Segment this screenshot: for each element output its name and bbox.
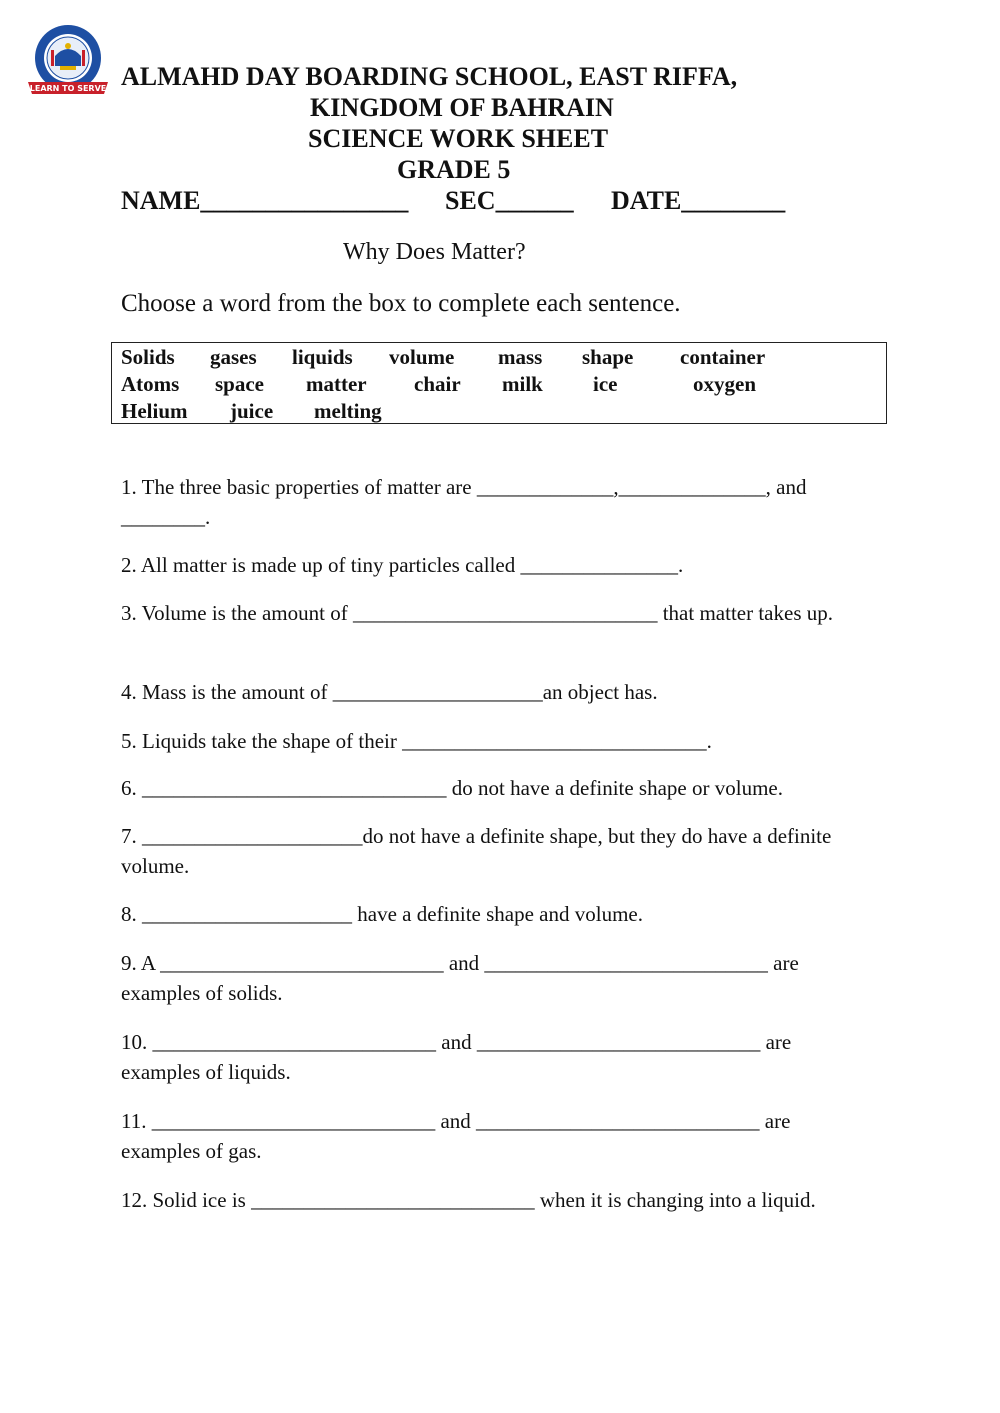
question-6[interactable]: 6. _____________________________ do not have a definite shape or volume. (121, 776, 783, 800)
question-12[interactable]: 12. Solid ice is ___________________________ when it is changing into a liquid. (121, 1188, 816, 1212)
word-bank-word: space (215, 372, 264, 396)
instruction-text: Choose a word from the box to complete each sentence. (121, 290, 681, 317)
school-crest-logo (22, 22, 116, 98)
word-bank-word: juice (230, 399, 274, 423)
school-name: ALMAHD DAY BOARDING SCHOOL, EAST RIFFA, (121, 62, 738, 91)
word-bank-word: Helium (121, 399, 188, 423)
word-bank-word: matter (306, 372, 367, 396)
question-5[interactable]: 5. Liquids take the shape of their _____________________________. (121, 729, 712, 753)
date-field[interactable]: DATE________ (611, 186, 786, 215)
section-field[interactable]: SEC______ (445, 186, 574, 215)
word-bank-word: gases (210, 345, 257, 369)
word-bank-word: Atoms (121, 372, 180, 396)
question-8[interactable]: 8. ____________________ have a definite shape and volume. (121, 902, 643, 926)
question-2[interactable]: 2. All matter is made up of tiny particles called _______________. (121, 553, 684, 577)
word-bank-word: container (680, 345, 766, 369)
word-bank-word: chair (414, 372, 461, 396)
logo-motto: LEARN TO SERVE (29, 84, 107, 93)
grade-label: GRADE 5 (397, 155, 511, 184)
question-1[interactable]: 1. The three basic properties of matter are _____________,______________, and ________. (121, 475, 812, 529)
worksheet-subtitle: Why Does Matter? (343, 239, 526, 265)
question-9[interactable]: 9. A ___________________________ and ___________________________ are examples of solids. (121, 951, 805, 1005)
question-7[interactable]: 7. _____________________do not have a definite shape, but they do have a definite volume. (121, 824, 837, 878)
word-bank-word: ice (593, 372, 618, 396)
country-name: KINGDOM OF BAHRAIN (310, 93, 614, 122)
word-bank-word: shape (582, 345, 634, 369)
question-10[interactable]: 10. ___________________________ and ___________________________ are examples of liquids. (121, 1030, 797, 1084)
question-4[interactable]: 4. Mass is the amount of ____________________an object has. (121, 680, 658, 704)
name-field[interactable]: NAME________________ (121, 186, 409, 215)
word-bank-word: mass (498, 345, 543, 369)
word-bank-word: volume (389, 345, 455, 369)
word-bank-word: liquids (292, 345, 353, 369)
question-3[interactable]: 3. Volume is the amount of _____________________________ that matter takes up. (121, 601, 833, 625)
word-bank-word: melting (314, 399, 382, 423)
word-bank-word: Solids (121, 345, 175, 369)
word-bank-word: milk (502, 372, 543, 396)
word-bank-word: oxygen (693, 372, 756, 396)
sheet-title: SCIENCE WORK SHEET (308, 124, 609, 153)
question-11[interactable]: 11. ___________________________ and ___________________________ are examples of gas. (121, 1109, 796, 1163)
